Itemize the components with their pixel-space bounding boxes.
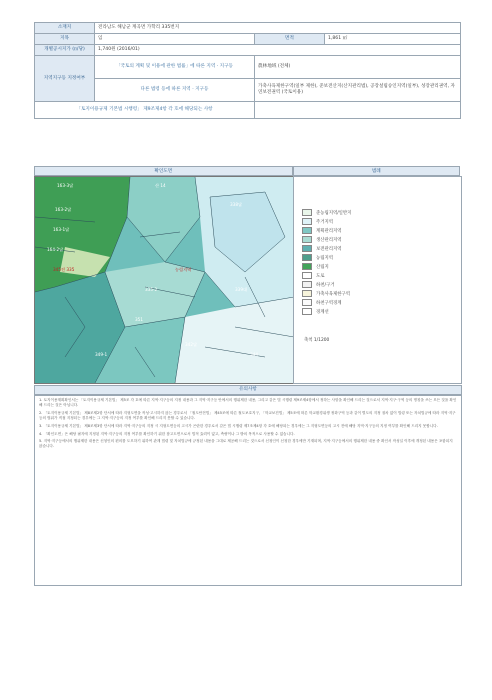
location-value: 전라남도 해남군 계곡면 가학리 335번지 xyxy=(95,23,461,34)
legend-item xyxy=(302,236,341,243)
note-item: 3. 「토지이용규제 기본법」 제8조제3항 단서에 따라 지역·지구등의 지정 시 지형도면등의 고시가 곤란한 경우로서 같은 법 시행령 제7조제4항 각 호에 해당되는 경우에는 그 지형도면등의 고시 전에 해당 지역·지구등의 지정 여부를 확인해 드리지 못합니다. xyxy=(39,423,438,428)
area-label: 면적 xyxy=(255,34,325,45)
legend-swatch xyxy=(302,299,312,306)
legend-label: 보전관리지역 xyxy=(316,246,342,252)
table-row xyxy=(35,34,461,45)
map-label: 164-2답 xyxy=(47,247,64,252)
map-label: 163-3답 xyxy=(57,183,74,188)
map-label: 342답 xyxy=(185,342,198,347)
map-label: 163-2답 xyxy=(55,207,72,212)
legend-swatch xyxy=(302,227,312,234)
note-item: 2. 「토지이용규제 기본법」 제8조제2항 단서에 따라 지형도면을 작성·고시하지 않는 경우로서 「철도안전법」 제45조에 따른 철도보호지구, 「학교보건법」 제5조에 따른 학교환경위생 정화구역 등과 같이 별도의 지정 절차 없이 법령 또는 자치법규에 따라 지역·지구등의 범위가 직접 지정되는 경우에는 그 지역·지구등의 지정 여부를 확인해 드리지 못할 수 있습니다. xyxy=(39,410,456,421)
map-label: 농림지역 xyxy=(175,267,192,272)
legend-item xyxy=(302,254,333,261)
map-label: 335-2 xyxy=(145,287,158,292)
note-item: 1. 토지이용계획확인서는 「토지이용규제 기본법」 제5조 각 호에 따른 지역·지구등의 지정 내용과 그 지역·지구등 안에서의 행위제한 내용, 그리고 같은 법 시행령 제9조제4항에서 정하는 사항을 확인해 드리는 것으로서 지역·지구·구역 등의 명칭을 쓰는 모든 것을 확인해 드리는 것은 아닙니다. xyxy=(39,398,457,408)
table-row xyxy=(35,23,461,34)
zone-other-label: 다른 법령 등에 따른 지역 · 지구등 xyxy=(95,79,255,102)
legend-swatch xyxy=(302,308,312,315)
zone-law-label: 「국토의 계획 및 이용에 관한 법률」에 따른 지역 · 지구등 xyxy=(95,56,255,79)
zone-group-label: 지역지구등 지정여부 xyxy=(35,56,95,102)
map-scale: 축척 1/1200 xyxy=(304,338,330,343)
legend-swatch xyxy=(302,245,312,252)
map-label: 산 14 xyxy=(155,183,166,188)
legend-label: 산림지 xyxy=(316,264,329,270)
legend-item xyxy=(302,281,334,288)
table-row xyxy=(35,45,461,56)
map-label: 349-1 xyxy=(95,352,108,357)
legend-label: 계획관리지역 xyxy=(316,228,342,234)
legend-label: 준농림지역/일반지 xyxy=(316,210,352,216)
legend-label: 가축사육제한구역 xyxy=(316,291,350,297)
legend-item xyxy=(302,245,341,252)
legend-label: 도로 xyxy=(316,273,325,279)
legend-label: 경계선 xyxy=(316,309,329,315)
legend-swatch xyxy=(302,236,312,243)
extra-row-label: 「토지이용규제 기본법 시행령」 제9조제4항 각 호에 해당되는 사항 xyxy=(35,102,255,119)
legend-panel xyxy=(293,176,462,384)
legend-label: 하천/구거 xyxy=(316,282,335,288)
map-label: 345전 335 xyxy=(53,267,75,272)
map-label: 344 xyxy=(250,352,258,357)
legend-swatch xyxy=(302,254,312,261)
confirmation-map xyxy=(34,176,295,384)
legend-item xyxy=(302,263,329,270)
map-header xyxy=(34,166,460,176)
table-row xyxy=(35,79,461,102)
legend-swatch xyxy=(302,290,312,297)
land-category-label: 지목 xyxy=(35,34,95,45)
legend-swatch xyxy=(302,281,312,288)
legend-item xyxy=(302,272,324,279)
legend-item xyxy=(302,209,351,216)
zone-law-value: 農林地域 (전체) xyxy=(255,56,461,79)
legend-swatch xyxy=(302,218,312,225)
map-label: 163-1답 xyxy=(53,227,70,232)
legend-swatch xyxy=(302,272,312,279)
notes-body xyxy=(34,394,462,586)
legend-label: 생산관리지역 xyxy=(316,237,342,243)
legend-swatch xyxy=(302,263,312,270)
table-row xyxy=(35,102,461,119)
table-row xyxy=(35,56,461,79)
map-label: 338답 xyxy=(230,202,243,207)
legend-title: 범례 xyxy=(293,166,460,176)
land-price-label: 개별공시지가 (㎡당) xyxy=(35,45,95,56)
land-price-value: 1,740원 (2016/01) xyxy=(95,45,461,56)
map-label: 351 xyxy=(135,317,143,322)
legend-label: 하천구역경계 xyxy=(316,300,342,306)
legend-label: 농림지역 xyxy=(316,255,333,261)
legend-item xyxy=(302,308,329,315)
legend-item xyxy=(302,218,333,225)
note-item: 5. 지역·지구등에서의 행위제한 내용은 신청인의 편의를 도모하기 위하여 관계 법령 및 자치법규에 규정된 내용을 그대로 제공해 드리는 것으로서 신청인이 신청한 경우에만 기재되며, 지역·지구등에서의 행위제한 내용 중 확인서 작성일 이후에 개정된 내용은 포함되지 않습니다. xyxy=(39,439,453,449)
map-label: 339대 xyxy=(235,287,248,292)
location-label: 소재지 xyxy=(35,23,95,34)
notes-header: 유의사항 xyxy=(34,385,462,396)
land-category-value: 임 xyxy=(95,34,255,45)
legend-swatch xyxy=(302,209,312,216)
note-item: 4. 「확인도면」은 해당 필지에 지정된 지역·지구등의 지정 여부를 확인하기 위한 참고도면으로서 법적 효력이 없고, 측량이나 그 밖의 목적으로 사용할 수 없습니다. xyxy=(39,431,295,436)
extra-row-value xyxy=(255,102,461,119)
land-info-table xyxy=(34,22,461,119)
legend-item xyxy=(302,290,350,297)
map-title: 확인도면 xyxy=(34,166,293,176)
area-value: 1,861 ㎡ xyxy=(325,34,461,45)
legend-label: 주거지역 xyxy=(316,219,333,225)
legend-item xyxy=(302,227,341,234)
zone-other-value: 가축사육제한구역(일부 제한), 준보전산지(산지관리법), 공장설립승인지역(일부), 성장관리권역, 자연보전권역 (국토이용) xyxy=(255,79,461,102)
legend-item xyxy=(302,299,341,306)
